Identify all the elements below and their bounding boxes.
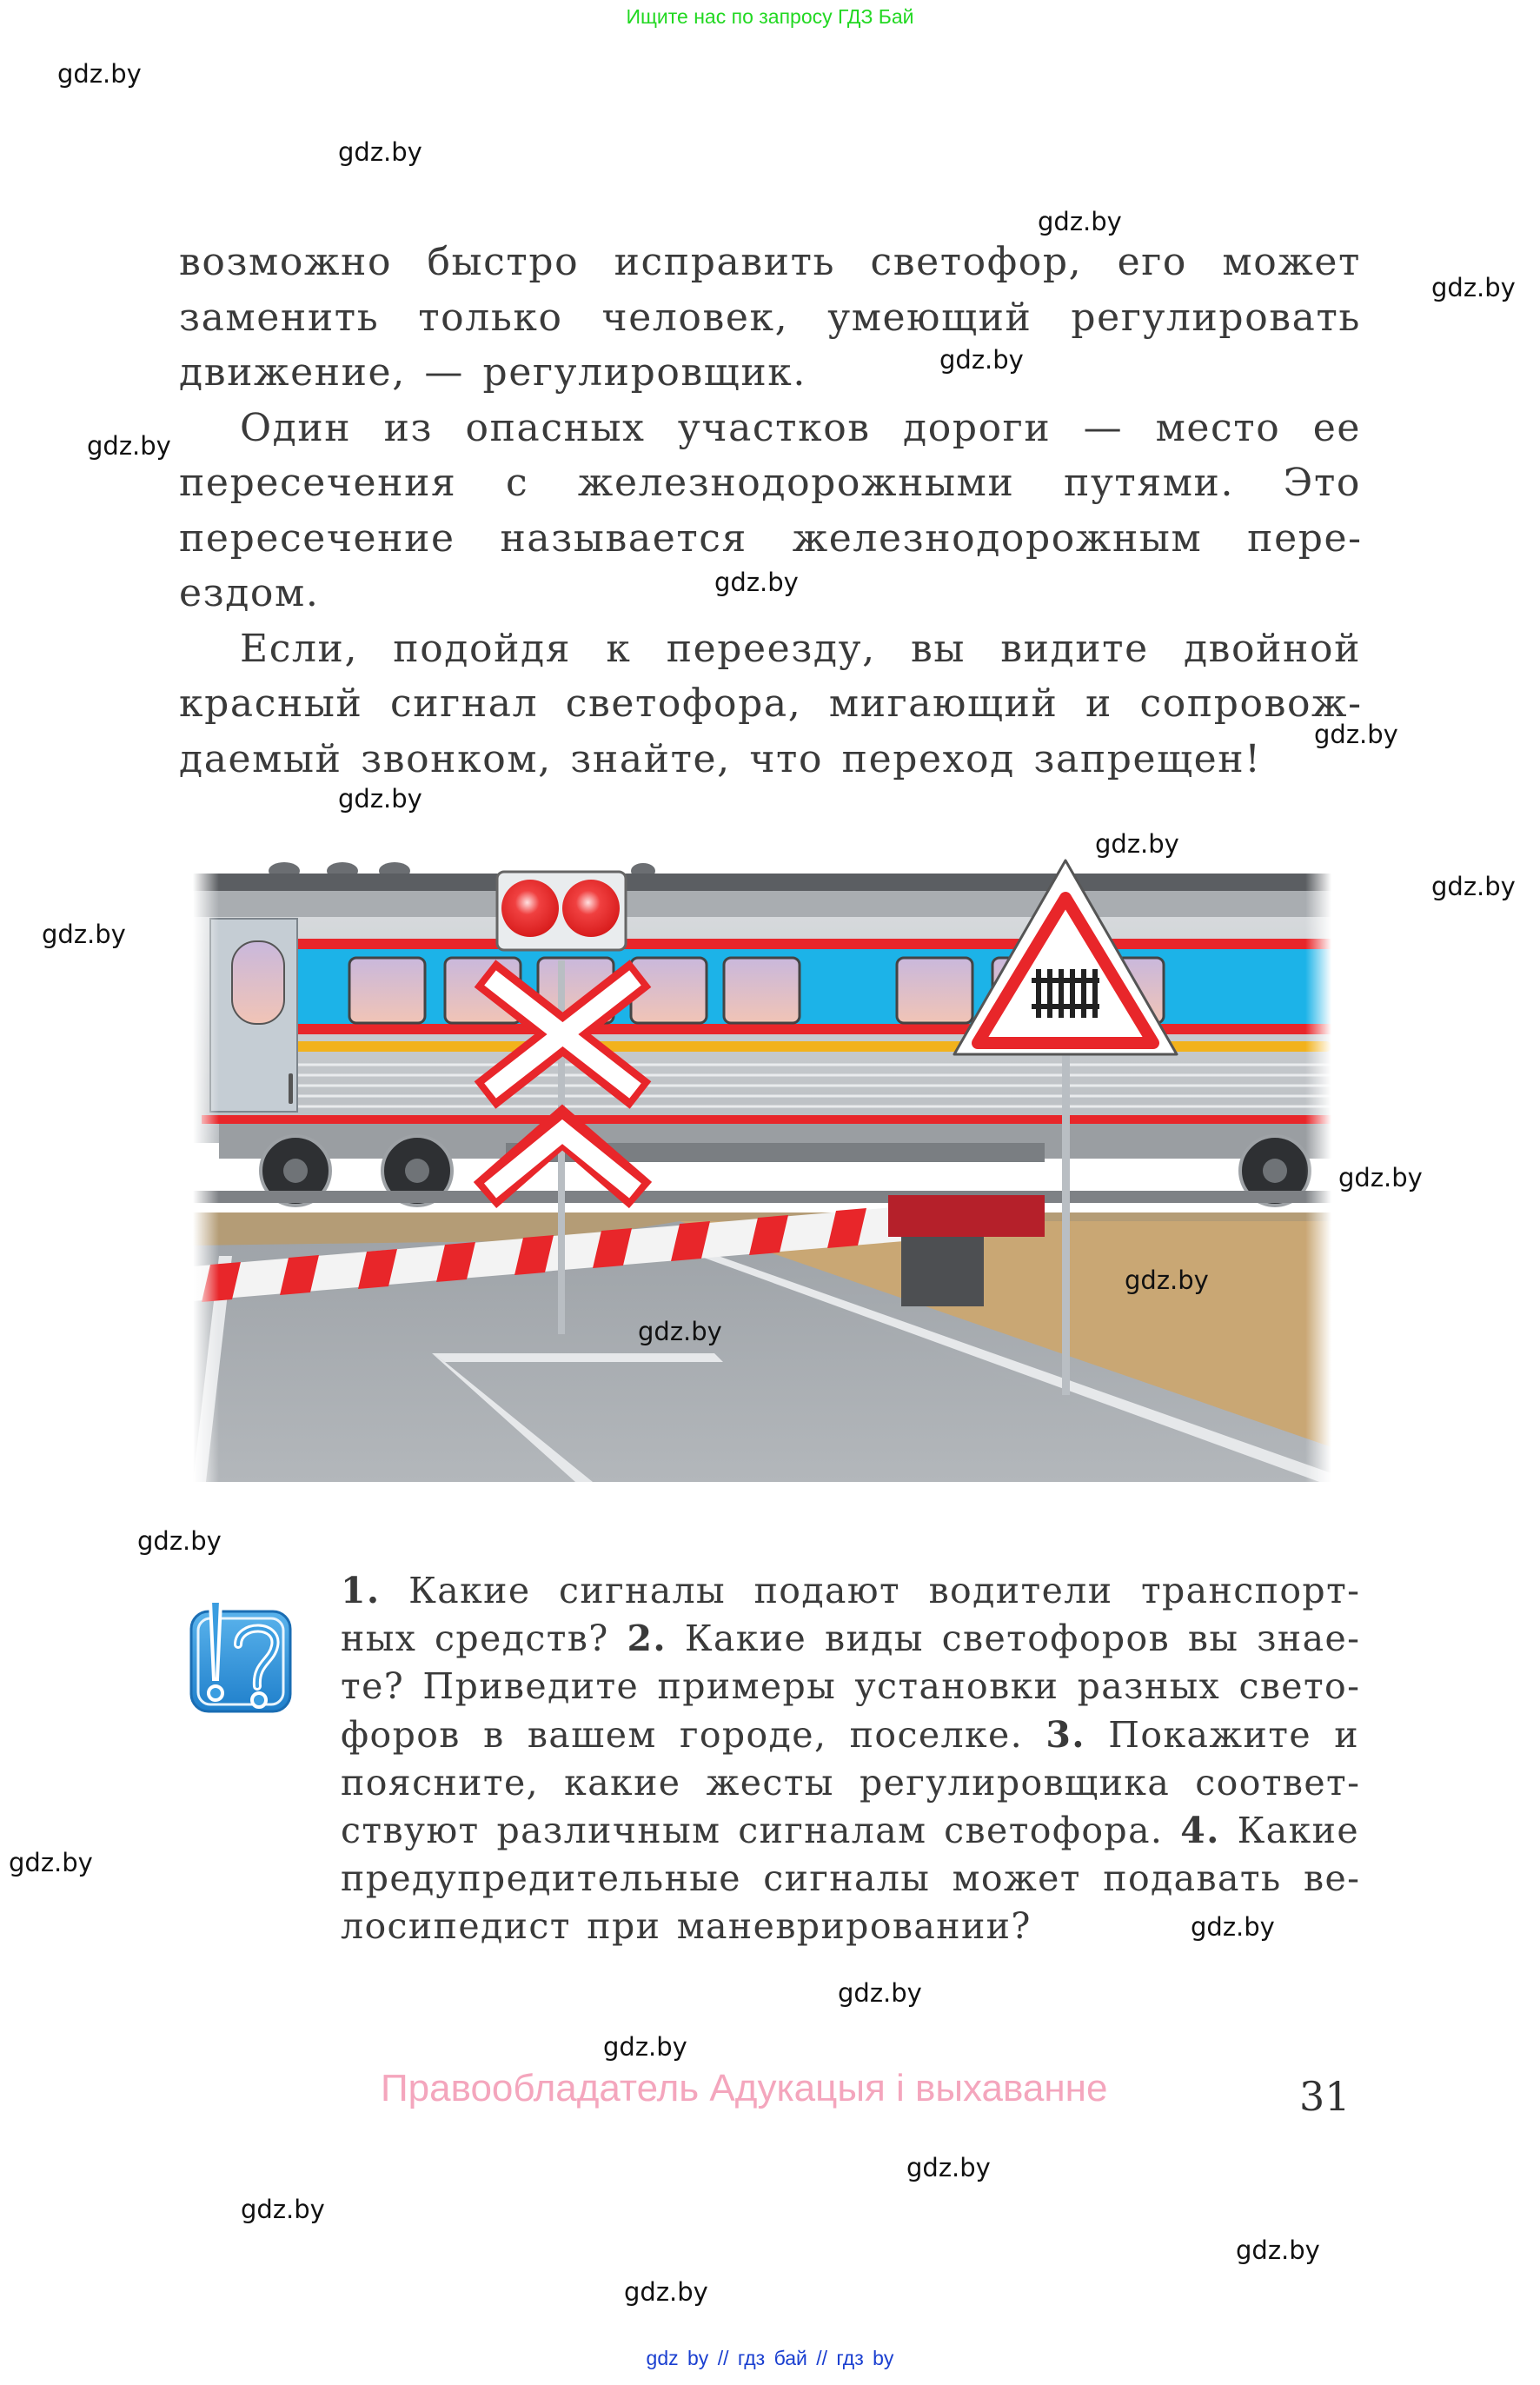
question-4-text: Какие предупредительные сигналы может подавать велосипедист при маневрировании? [341,1810,1360,1948]
watermark: gdz.by [1125,1266,1209,1295]
watermark: gdz.by [1038,207,1122,236]
watermark: gdz.by [241,2195,325,2224]
question-3-text: Покажите и поясните, какие жесты регулировщика соответствуют различным сигналам светофора. [341,1713,1359,1852]
watermark: gdz.by [624,2277,708,2307]
question-1-number: 1. [341,1570,381,1611]
paragraph-2: Один из опасных участков дороги — место ее пересечения с железнодорожными путями. Это пересечение называется железнодорожным переездом. [179,405,1361,615]
copyright-notice: Правообладатель Адукацыя і выхаванне [381,2067,1108,2109]
watermark: gdz.by [42,920,126,949]
search-hint-banner: Ищите нас по запросу ГДЗ Бай [626,5,914,28]
question-2-text: Какие виды светофоров вы знаете? Приведите примеры установки разных светофоров в вашем городе, поселке. [341,1618,1359,1756]
paragraph-1: возможно быстро исправить светофор, его может заменить только человек, умеющий регулировать движение, — регулировщик. [179,240,1361,395]
watermark: gdz.by [87,431,171,461]
watermark: gdz.by [1236,2236,1320,2265]
watermark: gdz.by [1431,273,1516,302]
site-footer-links[interactable]: gdz by // гдз бай // гдз by [646,2347,894,2369]
watermark: gdz.by [838,1978,922,2008]
watermark: gdz.by [939,345,1024,375]
body-text [179,235,1361,787]
review-questions [341,1567,1359,1951]
watermark: gdz.by [638,1317,722,1346]
question-1-text: Какие сигналы подают водители транспортных средств? [341,1570,1360,1660]
watermark: gdz.by [714,568,799,597]
exclamation-question-icon [184,1592,295,1716]
watermark: gdz.by [9,1848,93,1877]
page-number: 31 [1299,2073,1351,2120]
watermark: gdz.by [1338,1163,1423,1192]
watermark: gdz.by [137,1526,222,1556]
watermark: gdz.by [1095,829,1179,859]
watermark: gdz.by [338,784,422,814]
watermark: gdz.by [1314,720,1398,749]
paragraph-3: Если, подойдя к переезду, вы видите двойной красный сигнал светофора, мигающий и сопровождаемый звонком, знайте, что переход запрещен! [179,626,1361,781]
question-3-number: 3. [1045,1713,1085,1756]
question-2-number: 2. [627,1618,667,1660]
watermark: gdz.by [57,59,142,89]
watermark: gdz.by [1191,1912,1275,1942]
watermark: gdz.by [1431,872,1516,901]
watermark: gdz.by [906,2153,991,2182]
railway-crossing-illustration [193,847,1331,1482]
question-4-number: 4. [1180,1810,1220,1852]
watermark: gdz.by [603,2032,687,2062]
watermark: gdz.by [338,137,422,167]
